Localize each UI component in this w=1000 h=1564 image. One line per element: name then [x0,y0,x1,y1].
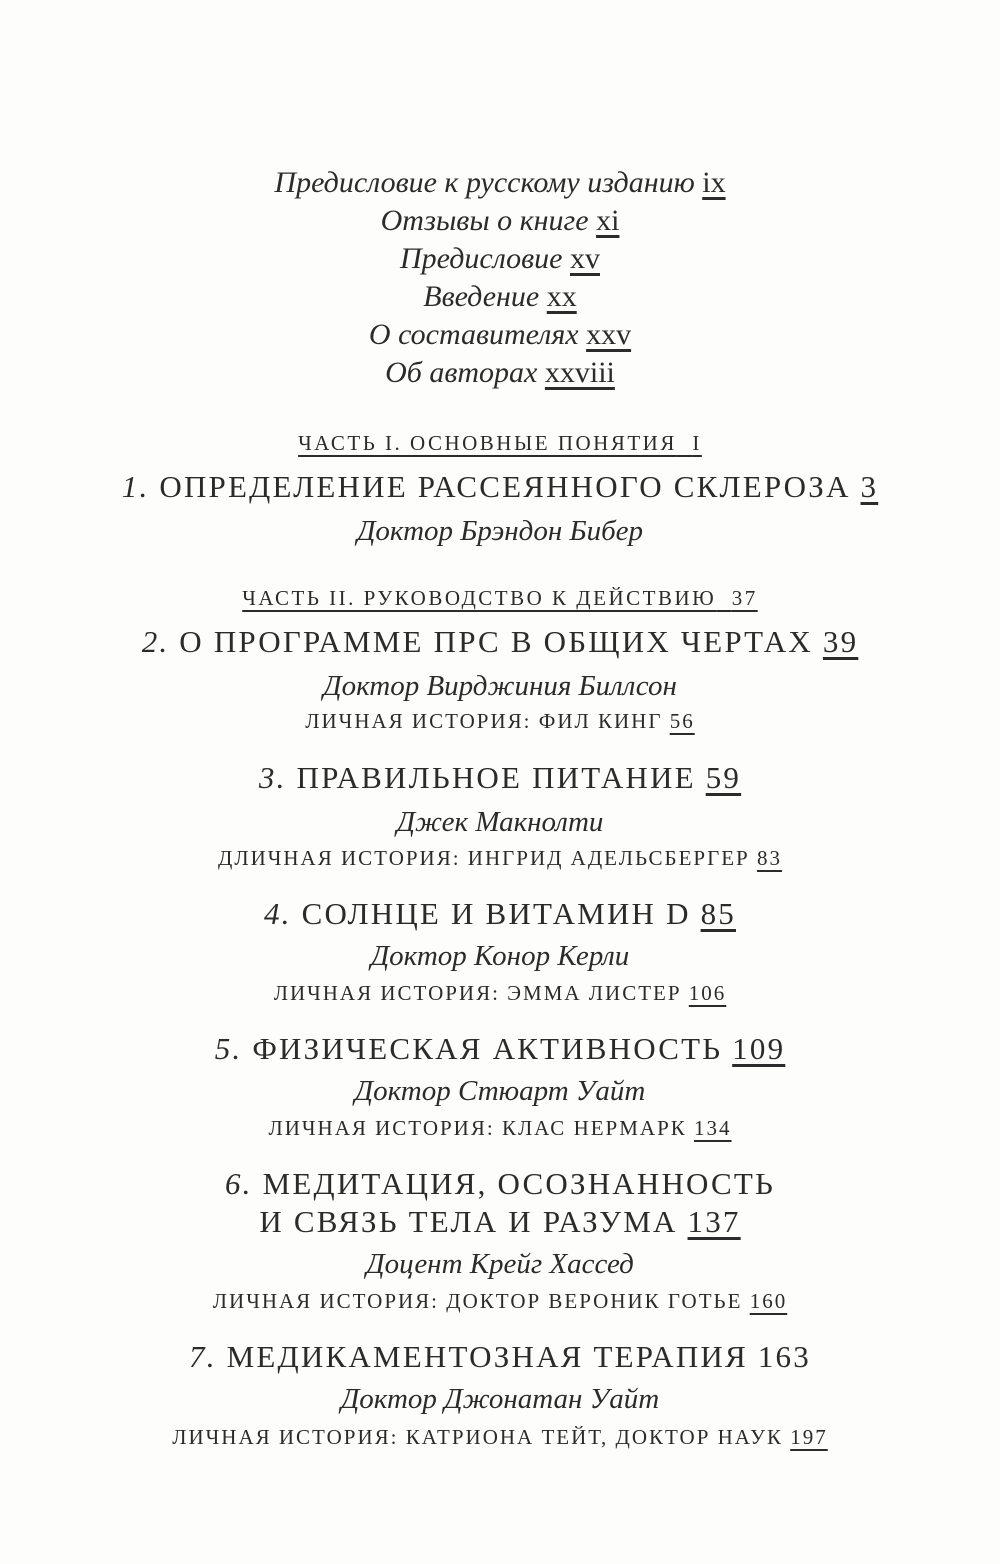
page-number: 134 [694,1116,732,1140]
story-title: ЛИЧНАЯ ИСТОРИЯ: ЭММА ЛИСТЕР [273,981,682,1005]
toc-chapter-4[interactable] [0,898,1000,929]
chapter-title-line2: И СВЯЗЬ ТЕЛА И РАЗУМА [259,1204,678,1239]
page-number: xxv [586,318,632,351]
chapter-author: Доцент Крейг Хассед [366,1248,634,1280]
toc-entry-front-2[interactable] [0,206,1000,236]
page-number: xv [570,242,600,275]
chapter-number: 5. [214,1031,243,1066]
page-number: 160 [749,1289,788,1313]
part-title: ЧАСТЬ I. ОСНОВНЫЕ ПОНЯТИЯ [298,431,677,455]
page-number: 59 [705,760,742,795]
part-title: ЧАСТЬ II. РУКОВОДСТВО К ДЕЙСТВИЮ [242,586,717,610]
entry-title: Предисловие к русскому изданию [274,166,695,199]
toc-entry-front-3[interactable] [0,244,1000,274]
toc-story-5[interactable] [0,1118,1000,1139]
story-title: ЛИЧНАЯ ИСТОРИЯ: КЛАС НЕРМАРК [268,1116,687,1140]
chapter-number: 6. [224,1166,253,1201]
toc-chapter-6-line2[interactable] [0,1206,1000,1237]
toc-entry-front-6[interactable] [0,358,1000,388]
chapter-number: 3. [258,760,287,795]
toc-chapter-5[interactable] [0,1033,1000,1064]
entry-title: Предисловие [399,242,563,275]
entry-title: О составителях [368,318,579,351]
toc-story-7[interactable] [0,1427,1000,1448]
page-number: 3 [860,469,879,504]
page-number: ix [702,166,726,199]
toc-story-6[interactable] [0,1291,1000,1312]
page-number: xxviii [544,356,615,389]
page-number: 85 [700,896,737,931]
toc-chapter-1[interactable] [0,471,1000,502]
toc-chapter-3[interactable] [0,762,1000,793]
chapter-title: ПРАВИЛЬНОЕ ПИТАНИЕ [296,760,696,795]
toc-part-2[interactable] [0,588,1000,609]
chapter-number: 1. [121,469,150,504]
page-number: 109 [732,1031,786,1066]
entry-title: Введение [423,280,540,313]
story-title: ЛИЧНАЯ ИСТОРИЯ: ФИЛ КИНГ [305,709,663,733]
chapter-title: МЕДИТАЦИЯ, ОСОЗНАННОСТЬ [262,1166,776,1201]
toc-part-1[interactable] [0,433,1000,454]
page-number: 137 [687,1204,741,1239]
chapter-author: Доктор Конор Керли [370,940,630,972]
toc-story-2[interactable] [0,711,1000,732]
chapter-author: Джек Макнолти [396,806,604,838]
chapter-title: О ПРОГРАММЕ ПРС В ОБЩИХ ЧЕРТАХ [179,624,813,659]
page-number: 163 [757,1339,811,1374]
chapter-author: Доктор Брэндон Бибер [356,515,644,547]
page-number: I [692,431,702,455]
chapter-number: 4. [263,896,292,931]
story-title: ЛИЧНАЯ ИСТОРИЯ: КАТРИОНА ТЕЙТ, ДОКТОР НАУК [172,1425,783,1449]
toc-entry-front-1[interactable] [0,168,1000,198]
page-number: 197 [790,1425,828,1449]
page-number: xi [596,204,620,237]
toc-chapter-7[interactable] [0,1341,1000,1372]
entry-title: Отзывы о книге [380,204,589,237]
toc-chapter-2[interactable] [0,626,1000,657]
page-number: 56 [669,709,695,733]
entry-title: Об авторах [385,356,538,389]
toc-entry-front-4[interactable] [0,282,1000,312]
chapter-title: МЕДИКАМЕНТОЗНАЯ ТЕРАПИЯ [226,1339,748,1374]
page-number: 37 [731,586,758,610]
toc-story-3[interactable] [0,848,1000,869]
chapter-author: Доктор Вирджиния Биллсон [323,670,677,702]
page-number: 106 [688,981,727,1005]
chapter-author: Доктор Стюарт Уайт [354,1075,646,1107]
chapter-title: СОЛНЦЕ И ВИТАМИН D [301,896,691,931]
toc-chapter-6[interactable] [0,1168,1000,1199]
page-number: 39 [822,624,859,659]
story-title: ДЛИЧНАЯ ИСТОРИЯ: ИНГРИД АДЕЛЬСБЕРГЕР [218,846,750,870]
toc-story-4[interactable] [0,983,1000,1004]
chapter-author: Доктор Джонатан Уайт [340,1383,660,1415]
toc-entry-front-5[interactable] [0,320,1000,350]
chapter-title: ОПРЕДЕЛЕНИЕ РАССЕЯННОГО СКЛЕРОЗА [159,469,851,504]
chapter-title: ФИЗИЧЕСКАЯ АКТИВНОСТЬ [252,1031,723,1066]
chapter-number: 2. [141,624,170,659]
story-title: ЛИЧНАЯ ИСТОРИЯ: ДОКТОР ВЕРОНИК ГОТЬЕ [212,1289,743,1313]
page-number: 83 [756,846,782,870]
page-number: xx [546,280,577,313]
chapter-number: 7. [189,1339,217,1374]
